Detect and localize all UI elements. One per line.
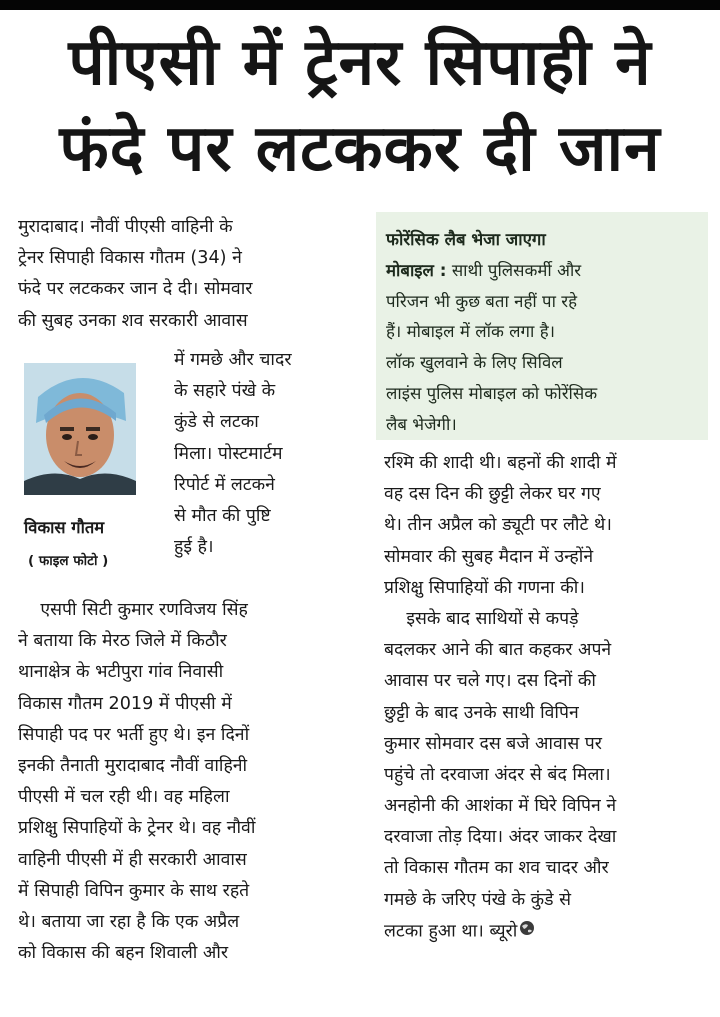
body-line: के सहारे पंखे के (174, 381, 276, 402)
body-line: फंदे पर लटककर जान दे दी। सोमवार (18, 279, 253, 300)
body-line: इनकी तैनाती मुरादाबाद नौवीं वाहिनी (18, 755, 248, 776)
body-line: की सुबह उनका शव सरकारी आवास (18, 310, 248, 331)
body-line-last (384, 916, 708, 947)
body-line: वाहिनी पीएसी में ही सरकारी आवास (18, 849, 247, 870)
body-line: सोमवार की सुबह मैदान में उन्होंने (384, 546, 594, 567)
photo-caption-sub: ( फाइल फोटो ) (28, 553, 109, 569)
body-line: थानाक्षेत्र के भटीपुरा गांव निवासी (18, 662, 224, 683)
body-line: रिपोर्ट में लटकने (174, 474, 275, 495)
body-line: हुई है। (174, 537, 214, 558)
body-line-last-text: लटका हुआ था। ब्यूरो (384, 921, 518, 942)
sidebar-box-line: परिजन भी कुछ बता नहीं पा रहे (386, 290, 578, 311)
body-line: रश्मि की शादी थी। बहनों की शादी में (384, 453, 617, 473)
headline-line-1: पीएसी में ट्रेनर सिपाही ने (68, 26, 652, 100)
headline (0, 20, 720, 192)
left-column-wrap (174, 345, 370, 563)
body-line: बदलकर आने की बात कहकर अपने (384, 640, 612, 661)
sidebar-box-first-line (386, 255, 706, 286)
body-line: कुमार सोमवार दस बजे आवास पर (384, 733, 602, 754)
body-line: को विकास की बहन शिवाली और (18, 943, 229, 964)
body-line: ने बताया कि मेरठ जिले में किठौर (18, 631, 227, 652)
body-line: दरवाजा तोड़ दिया। अंदर जाकर देखा (384, 827, 617, 848)
body-line: गमछे के जरिए पंखे के कुंडे से (384, 889, 572, 910)
body-line: में सिपाही विपिन कुमार के साथ रहते (18, 880, 250, 901)
sidebar-box (376, 212, 708, 440)
top-border (0, 0, 720, 10)
photo-block (24, 345, 154, 585)
body-line: सिपाही पद पर भर्ती हुए थे। इन दिनों (18, 724, 250, 745)
sidebar-box-title: फोरेंसिक लैब भेजा जाएगा (386, 229, 546, 249)
left-column-bottom (18, 595, 366, 969)
body-line: एसपी सिटी कुमार रणविजय सिंह (18, 600, 248, 620)
body-line: थे। बताया जा रहा है कि एक अप्रैल (18, 911, 240, 932)
body-line: तो विकास गौतम का शव चादर और (384, 858, 609, 879)
sidebar-box-content (386, 224, 706, 440)
body-line: अनहोनी की आशंका में घिरे विपिन ने (384, 796, 617, 817)
body-line: मिला। पोस्टमार्टम (174, 443, 283, 464)
body-line: प्रशिक्षु सिपाहियों के ट्रेनर थे। वह नौवीं (18, 818, 256, 839)
body-line: मुरादाबाद। नौवीं पीएसी वाहिनी के (18, 217, 233, 237)
sidebar-box-lead: मोबाइल : (386, 259, 447, 280)
right-column (384, 448, 708, 947)
body-line: छुट्टी के बाद उनके साथी विपिन (384, 702, 579, 723)
body-line: प्रशिक्षु सिपाहियों की गणना की। (384, 577, 585, 598)
body-line: कुंडे से लटका (174, 412, 259, 433)
globe-icon (519, 916, 535, 947)
body-line: में गमछे और चादर (174, 350, 292, 370)
headline-line-2: फंदे पर लटककर दी जान (59, 112, 661, 186)
body-line: विकास गौतम 2019 में पीएसी में (18, 693, 232, 714)
sidebar-box-line: लाइंस पुलिस मोबाइल को फोरेंसिक (386, 382, 598, 403)
body-line: आवास पर चले गए। दस दिनों की (384, 671, 596, 692)
portrait-image (24, 363, 136, 495)
sidebar-box-line: लैब भेजेगी। (386, 413, 457, 434)
sidebar-box-line: लॉक खुलवाने के लिए सिविल (386, 352, 563, 373)
body-line: थे। तीन अप्रैल को ड्यूटी पर लौटे थे। (384, 515, 612, 536)
body-line: पहुंचे तो दरवाजा अंदर से बंद मिला। (384, 764, 611, 785)
body-line: वह दस दिन की छुट्टी लेकर घर गए (384, 484, 601, 505)
photo-caption-name: विकास गौतम (24, 518, 105, 537)
body-line: इसके बाद साथियों से कपड़े (384, 608, 579, 629)
body-line: पीएसी में चल रही थी। वह महिला (18, 787, 230, 808)
left-column-top (18, 212, 366, 337)
body-line: से मौत की पुष्टि (174, 505, 271, 526)
sidebar-box-first-line-rest: साथी पुलिसकर्मी और (446, 259, 582, 280)
body-line: ट्रेनर सिपाही विकास गौतम (34) ने (18, 248, 242, 269)
person-photo (24, 363, 136, 495)
sidebar-box-line: हैं। मोबाइल में लॉक लगा है। (386, 321, 555, 342)
